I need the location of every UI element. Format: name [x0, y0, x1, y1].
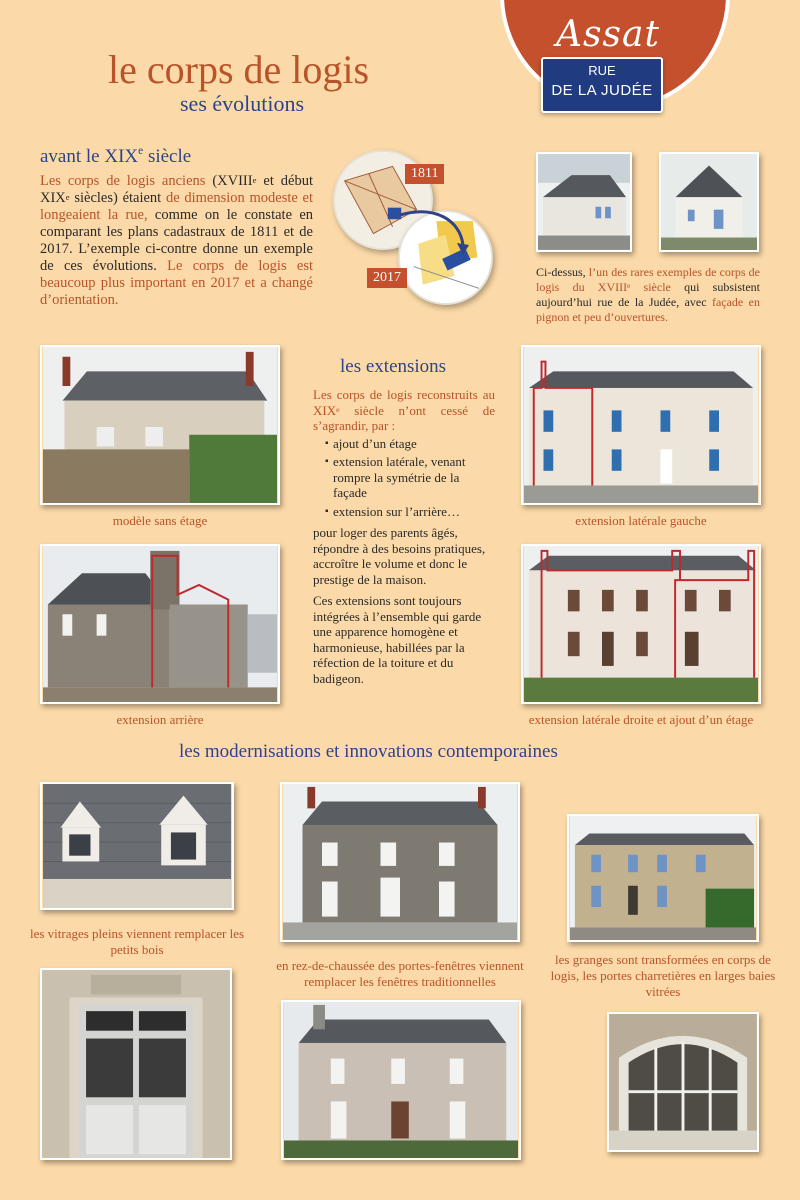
photo-model-no-floor: [40, 345, 280, 505]
list-item: ▪ ajout d’un étage: [313, 436, 495, 452]
house-image: [282, 784, 518, 940]
house-image: [523, 347, 759, 503]
caption-right-extension: extension latérale droite et ajout d’un étage: [528, 712, 754, 727]
photo-18th-century-house-2: [659, 152, 759, 252]
photo-house-french-doors: [281, 1000, 521, 1160]
caption-barns: les granges sont transformées en corps de logis, les portes charretières en larges baies vitrées: [550, 952, 776, 999]
photo-french-doors: [280, 782, 520, 942]
section-heading-extensions: les extensions: [340, 356, 447, 377]
house-image: [42, 347, 278, 503]
list-item: ▪ extension latérale, venant rompre la symétrie de la façade: [313, 454, 495, 501]
house-image: [283, 1002, 519, 1158]
caption-model-no-floor: modèle sans étage: [112, 513, 208, 528]
caption-glazing: les vitrages pleins viennent remplacer les petits bois: [29, 926, 245, 957]
photo-dormer-windows: [40, 782, 234, 910]
page-subtitle: ses évolutions: [180, 91, 305, 116]
extensions-intro: Les corps de logis reconstruits au XIXe siècle n’ont cessé de s’agrandir, par :: [313, 387, 495, 433]
street-plate-line1: RUE: [588, 63, 616, 78]
house-image: [661, 154, 757, 250]
section1-paragraph: Les corps de logis anciens (XVIIIe et début XIXe siècles) étaient de dimension modeste et longeaient la rue, comme on le constate en comparant les plans cadastraux de 1811 et de 2017. L’exemple ci-contre donne un exemple de ces évolutions. Le corps de logis est beaucoup plus important en 2017 et a changé d’orientation.: [40, 173, 314, 308]
photo-left-extension: [521, 345, 761, 505]
section-heading-before-19th: avant le XIXe siècle: [40, 145, 192, 167]
street-plate-line2: DE LA JUDÉE: [551, 82, 653, 99]
section1-right-caption: Ci-dessus, l’un des rares exemples de corps de logis du XVIIIe siècle qui subsistent aujourd’hui rue de la Judée, avec façade en pignon et peu d’ouvertures.: [536, 265, 760, 324]
bay-window-image: [609, 1014, 757, 1150]
page-title: le corps de logis: [108, 47, 370, 92]
year-tag-1811: 1811: [405, 164, 444, 184]
house-image: [569, 816, 757, 940]
list-item: ▪ extension sur l’arrière…: [313, 504, 495, 520]
caption-rear-extension: extension arrière: [116, 712, 204, 727]
caption-left-extension: extension latérale gauche: [575, 513, 707, 528]
logo-town-name: Assat: [556, 14, 660, 55]
extensions-text: [313, 387, 495, 686]
year-tag-2017: 2017: [367, 268, 407, 288]
house-image: [523, 546, 759, 702]
photo-rear-extension: [40, 544, 280, 704]
door-image: [42, 970, 230, 1158]
extensions-paragraph-1: pour loger des parents âgés, répondre à des besoins pratiques, accroître le volume et donc le prestige de la maison.: [313, 525, 486, 587]
house-image: [538, 154, 630, 250]
house-image: [42, 546, 278, 702]
extensions-list: [313, 436, 495, 520]
evolution-arrow-icon: [395, 205, 475, 255]
photo-glazed-door: [40, 968, 232, 1160]
photo-converted-barn: [567, 814, 759, 942]
caption-french-doors: en rez-de-chaussée des portes-fenêtres viennent remplacer les fenêtres traditionnelles: [276, 958, 524, 989]
photo-right-extension: [521, 544, 761, 704]
photo-18th-century-house-1: [536, 152, 632, 252]
extensions-paragraph-2: Ces extensions sont toujours intégrées à l’ensemble qui garde une apparence homogène et harmonieuse, habillées par la réfection de la toiture et du badigeon.: [313, 593, 482, 686]
section-heading-modernisations: les modernisations et innovations contemporaines: [179, 741, 558, 762]
dormer-image: [42, 784, 232, 908]
photo-bay-window: [607, 1012, 759, 1152]
street-plate: [541, 57, 663, 113]
